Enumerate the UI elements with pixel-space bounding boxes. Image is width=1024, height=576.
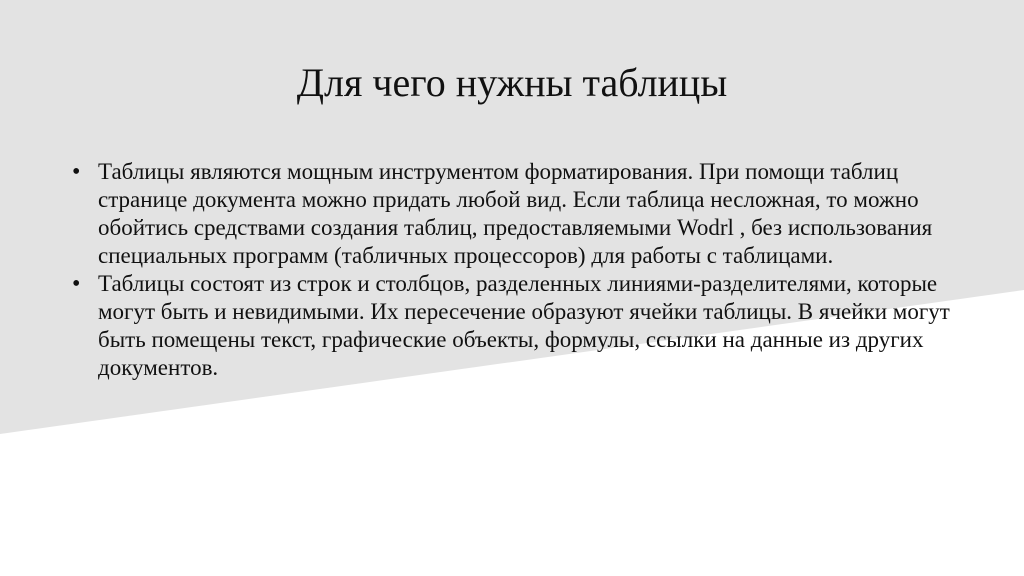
slide-title: Для чего нужны таблицы	[296, 60, 728, 105]
bullet-item-2	[72, 270, 972, 382]
bullet-list	[72, 158, 972, 382]
bullet-icon: •	[72, 271, 81, 297]
bullet-text-1: Таблицы являются мощным инструментом форматирования. При помощи таблиц странице документа можно придать любой вид. Если таблица несложная, то можно обойтись средствами создания таблиц, предоставляемыми Wodrl , без использования специальных программ (табличных процессоров) для работы с таблицами.	[98, 159, 933, 268]
bullet-item-1	[72, 158, 972, 270]
bullet-icon: •	[72, 159, 81, 185]
bullet-text-2: Таблицы состоят из строк и столбцов, разделенных линиями-разделителями, которые могут быть и невидимыми. Их пересечение образуют ячейки таблицы. В ячейки могут быть помещены текст, графические объекты, формулы, ссылки на данные из других документов.	[98, 271, 950, 380]
